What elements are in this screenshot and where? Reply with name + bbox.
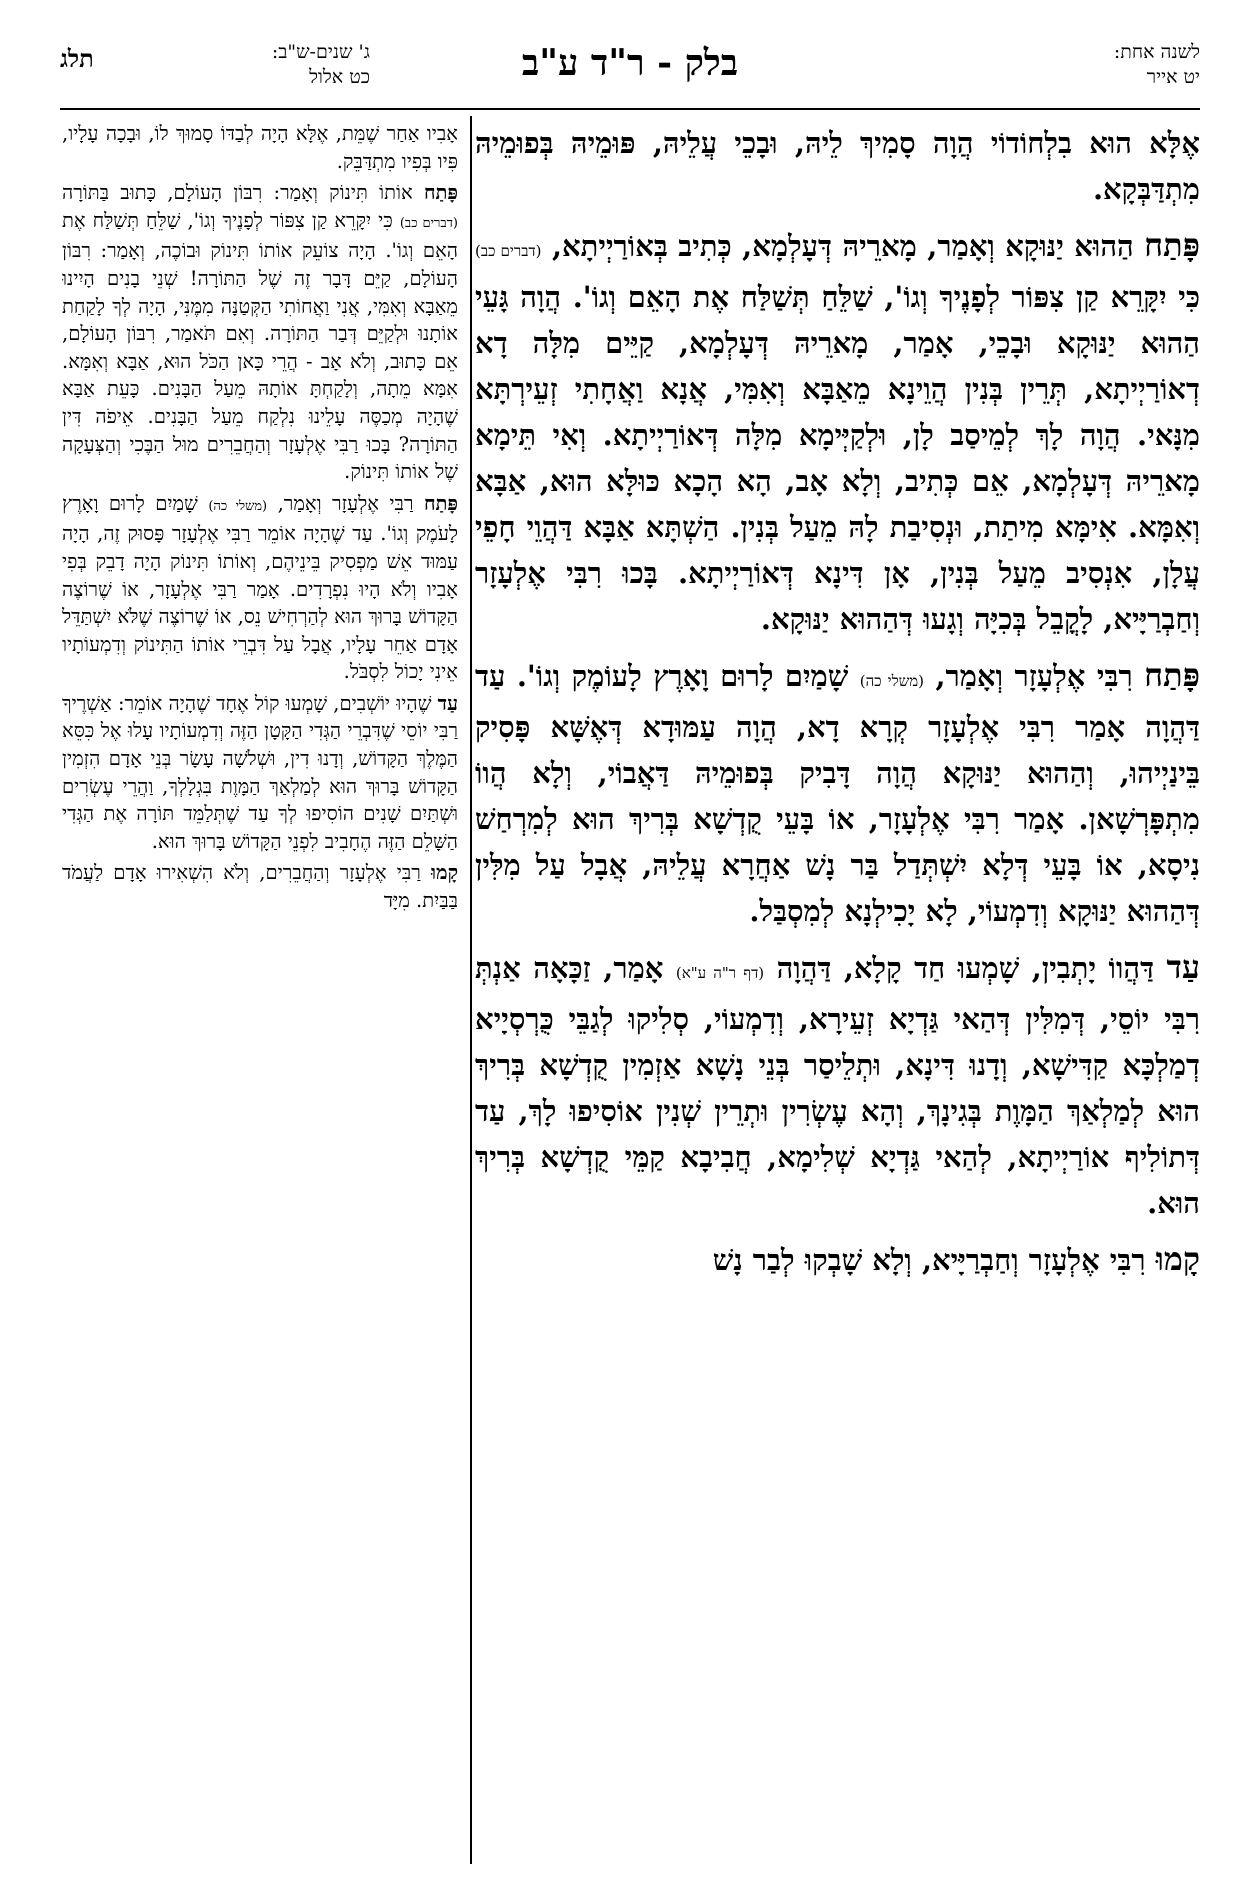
column-divider xyxy=(470,116,472,1864)
paragraph-text: רַבִּי אֶלְעָזָר וְאָמַר, xyxy=(267,491,424,515)
paragraph-lead-word: עַד xyxy=(437,691,458,715)
paragraph-text: הַהוּא יַנּוּקָא וְאָמַר, מָארֵיהּ דְּעָלְמָא, כְּתִיב בְּאוֹרַיְיתָא, xyxy=(541,229,1145,263)
paragraph-text: אֶלָּא הוּא בִלְחוֹדוֹי הֲוָה סָמִיךְ לֵיהּ, וּבָכֵי עֲלֵיהּ, פּוּמֵיהּ בְּפוּמֵיהּ מִתְדַּבְּקָא. xyxy=(475,126,1200,206)
hebrew-paragraph xyxy=(62,690,458,856)
paragraph-text: כִּי יִקָּרֵא קַן צִפּוֹר לְפָנֶיךָ וְגוֹ', שַׁלֵּחַ תְּשַׁלַּח אֶת הָאֵם וְגוֹ'. הֲוָה גָּעֵי הַהוּא יַנּוּקָא וּבָכֵי, אָמַר, מָארֵיהּ דְּעָלְמָא, קַיֵּים מִלָּה דָא דְאוֹרַיְיתָא, תְּרֵין בְּנִין הֲוֵינָא מֵאַבָּא וְאִמִּי, אֲנָא וַאֲחָתִי זְעֵירְתָּא מִנָּאי. הֲוָה לָךְ לְמֵיסַב לָן, וּלְקַיְּימָא מִלָּה דְּאוֹרַיְיתָא. וְאִי תֵּימָא מָארֵיהּ דְּעָלְמָא, אֵם כְּתִיב, וְלָא אָב, הָא הָכָא כּוּלָּא הוּא, אַבָּא וְאִמָּא. אִימָּא מִיתַת, וּנְסִיבַת לָהּ מֵעַל בְּנִין. הַשְׁתָּא אַבָּא דַּהֲוֵי חָפֵי עֲלָן, אִנְסִיב מֵעַל בְּנִין, אָן דִּינָא דְּאוֹרַיְיתָא. בָּכוּ רִבִּי אֶלְעָזָר וְחַבְרַיָּיא, לָקֳבֵל בְּכִיָּה וְגָעוּ דְּהַהוּא יַנּוּקָא. xyxy=(475,280,1200,636)
paragraph-text: כִּי יִקָּרֵא קַן צִפּוֹר לְפָנֶיךָ וְגוֹ', שַׁלֵּחַ תְּשַׁלַּח אֶת הָאֵם וְגוֹ'. הָיָה צוֹעֵק אוֹתוֹ תִּינוֹק וּבוֹכֶה, וְאָמַר: רִבּוֹן הָעוֹלָם, קַיֵּם דָּבָר זֶה שֶׁל הַתּוֹרָה! שְׁנֵי בָנִים הָיִינוּ מֵאַבָּא וְאִמִּי, אֲנִי וַאֲחוֹתִי הַקְּטַנָּה מִמֶּנִּי, הָיָה לְךָ לָקַחַת אוֹתָנוּ וּלְקַיֵּם דְּבַר הַתּוֹרָה. וְאִם תֹּאמַר, רִבּוֹן הָעוֹלָם, אֵם כָּתוּב, וְלֹא אָב - הֲרֵי כָּאן הַכֹּל הוּא, אַבָּא וְאִמָּא. אִמָּא מֵתָה, וְלָקַחְתָּ אוֹתָהּ מֵעַל הַבָּנִים. כָּעֵת אַבָּא שֶׁהָיָה מְכַסֶּה עָלֵינוּ נִלְקַח מֵעַל הַבָּנִים. אֵיפֹה דִּין הַתּוֹרָה? בָּכוּ רַבִּי אֶלְעָזָר וְהַחֲבֵרִים מוּל הַבֶּכִי וְהַצְּעָקָה שֶׁל אוֹתוֹ תִּינוֹק. xyxy=(62,208,458,484)
paragraph-lead-word: פָּתַח xyxy=(1144,656,1200,694)
paragraph-text: רִבִּי אֶלְעָזָר וְאָמַר, xyxy=(924,659,1145,693)
paragraph-text: אָבִיו אַחַר שֶׁמֵּת, אֶלָּא הָיָה לְבַדּוֹ סָמוּךְ לוֹ, וּבָכָה עָלָיו, פִּיו בְּפִיו מִתְדַּבֵּק. xyxy=(62,122,458,173)
aramaic-paragraph xyxy=(475,944,1200,1226)
paragraph-text: רַבִּי אֶלְעָזָר וְהַחֲבֵרִים, וְלֹא הִשְׁאִירוּ אָדָם לַעֲמֹד בַּבַּיִת. מִיָּד xyxy=(62,861,458,913)
three-year-schedule-label xyxy=(140,40,370,90)
paragraph-text: אוֹתוֹ תִּינוֹק וְאָמַר: רִבּוֹן הָעוֹלָם, כָּתוּב בַּתּוֹרָה xyxy=(62,181,424,205)
yearly-schedule-date: יט אייר xyxy=(1146,66,1200,88)
paragraph-lead-word: פָּתַח xyxy=(423,491,458,515)
page-header xyxy=(60,40,1200,98)
paragraph-lead-word: עַד xyxy=(1166,948,1200,986)
hebrew-translation-column xyxy=(62,120,458,1860)
aramaic-paragraph xyxy=(475,222,1200,642)
paragraph-text: אָמַר, זַכָּאָה אַנְתְּ רִבִּי יוֹסֵי, דְּמִלִּין דְּהַאי גַּדְיָא זְעֵירָא, וְדִמְעוֹי, סְלִיקוּ לְגַבֵּי כֻּרְסְיָיא דְמַלְכָּא קַדִּישָׁא, וְדָנוּ דִּינָא, וּתְלֵיסַר בְּנֵי נָשָׁא אַזְמִין קֻדְשָׁא בְּרִיךְ הוּא לְמַלְאַךְ הַמָּוֶת בְּגִינָךְ, וְהָא עֶשְׂרִין וּתְרֵין שְׁנִין אוֹסִיפוּ לָךְ, עַד דְּתוֹלִיף אוֹרַיְיתָא, לְהַאי גַּדְיָא שְׁלִימָא, חֲבִיבָא קַמֵּי קֻדְשָׁא בְּרִיךְ הוּא. xyxy=(475,951,1200,1220)
paragraph-text: שָׁמַיִם לָרוּם וָאָרֶץ לָעוֹמֶק וְגוֹ'. עַד דַּהֲוָה אָמַר רִבִּי אֶלְעָזָר קְרָא דָא, הֲוָה עַמּוּדָא דְּאֶשָּׁא פָּסִיק בֵּינַיְיהוּ, וְהַהוּא יַנּוּקָא הֲוָה דָּבִיק בְּפוּמֵיהּ דַּאֲבוֹי, וְלָא הֲווֹ מִתְפָּרְשָׁאן. אָמַר רִבִּי אֶלְעָזָר, אוֹ בָּעֵי קֻדְשָׁא בְּרִיךְ הוּא לְמִרְחַשׁ נִיסָא, אוֹ בָּעֵי דְּלָא יִשְׁתְּדַל בַּר נָשׁ אַחֲרָא עֲלֵיהּ, אֲבָל עַל מִלִּין דְּהַהוּא יַנּוּקָא וְדִמְעוֹי, לָא יָכִילְנָא לְמִסְבַּל. xyxy=(475,659,1200,928)
paragraph-lead-word: קָמוּ xyxy=(431,861,458,885)
aramaic-paragraph xyxy=(475,1236,1200,1283)
hebrew-paragraph xyxy=(62,120,458,175)
verse-reference: (משלי כה) xyxy=(208,498,268,514)
paragraph-lead-word: קָמוּ xyxy=(1155,1240,1200,1278)
paragraph-lead-word: פָּתַח xyxy=(423,181,458,205)
verse-reference: (דברים כב) xyxy=(475,242,542,260)
hebrew-paragraph xyxy=(62,179,458,486)
page-reference: (דף ר"ה ע"א) xyxy=(675,964,765,982)
page-title: בלק - ר"ד ע"ב xyxy=(521,42,739,84)
hebrew-paragraph xyxy=(62,859,458,914)
aramaic-paragraph xyxy=(475,120,1200,212)
paragraph-lead-word: פָּתַח xyxy=(1144,226,1200,264)
three-year-schedule-date: כט אלול xyxy=(309,66,370,88)
paragraph-text: שָׁמַיִם לָרוּם וָאָרֶץ לָעֹמֶק וְגוֹ'. עַד שֶׁהָיָה אוֹמֵר רַבִּי אֶלְעָזָר פָּסוּק זֶה, הָיָה עַמּוּד אֵשׁ מַפְסִיק בֵּינֵיהֶם, וְאוֹתוֹ תִּינוֹק הָיָה דָבֵק בְּפִי אָבִיו וְלֹא הָיוּ נִפְרָדִים. אָמַר רַבִּי אֶלְעָזָר, אוֹ שֶׁרוֹצֶה הַקָּדוֹשׁ בָּרוּךְ הוּא לְהַרְחִישׁ נֵס, אוֹ שֶׁרוֹצֶה שֶׁלֹּא יִשְׁתַּדֵּל אָדָם אַחֵר עָלָיו, אֲבָל עַל דִּבְרֵי אוֹתוֹ הַתִּינוֹק וְדִמְעוֹתָיו אֵינִי יָכוֹל לִסְבֹּל. xyxy=(62,491,458,684)
aramaic-column xyxy=(475,120,1200,1860)
aramaic-paragraph xyxy=(475,652,1200,934)
verse-reference: (דברים כב) xyxy=(399,215,458,231)
yearly-schedule-title: לשנה אחת: xyxy=(1113,41,1200,63)
verse-reference: (משלי כה) xyxy=(859,672,924,690)
header-divider xyxy=(60,108,1200,110)
three-year-schedule-title: ג' שנים-ש"ב: xyxy=(271,41,370,63)
hebrew-paragraph xyxy=(62,490,458,686)
page-number: תלג xyxy=(60,44,94,73)
paragraph-text: דַּהֲווֹ יָתְבִין, שָׁמְעוּ חַד קָלָא, דַּהֲוָה xyxy=(764,951,1167,985)
paragraph-text: שֶׁהָיוּ יוֹשְׁבִים, שָׁמְעוּ קוֹל אֶחָד שֶׁהָיָה אוֹמֵר: אַשְׁרֶיךָ רַבִּי יוֹסֵי שֶׁדִּבְרֵי הַגְּדִי הַקָּטָן הַזֶּה וְדִמְעוֹתָיו עָלוּ אֶל כִּסֵּא הַמֶּלֶךְ הַקָּדוֹשׁ, וְדָנוּ דִין, וּשְׁלֹשָׁה עָשָׂר בְּנֵי אָדָם הִזְמִין הַקָּדוֹשׁ בָּרוּךְ הוּא לְמַלְאַךְ הַמָּוֶת בִּגְלָלְךָ, וַהֲרֵי עֶשְׂרִים וּשְׁתַּיִם שָׁנִים הוֹסִיפוּ לְךָ עַד שֶׁתְּלַמֵּד תּוֹרָה אֶת הַגְּדִי הַשָּׁלֵם הַזֶּה הֶחָבִיב לִפְנֵי הַקָּדוֹשׁ בָּרוּךְ הוּא. xyxy=(62,691,458,853)
paragraph-text: רִבִּי אֶלְעָזָר וְחַבְרַיָּיא, וְלָא שָׁבְקוּ לְבַר נָשׁ xyxy=(712,1243,1156,1277)
